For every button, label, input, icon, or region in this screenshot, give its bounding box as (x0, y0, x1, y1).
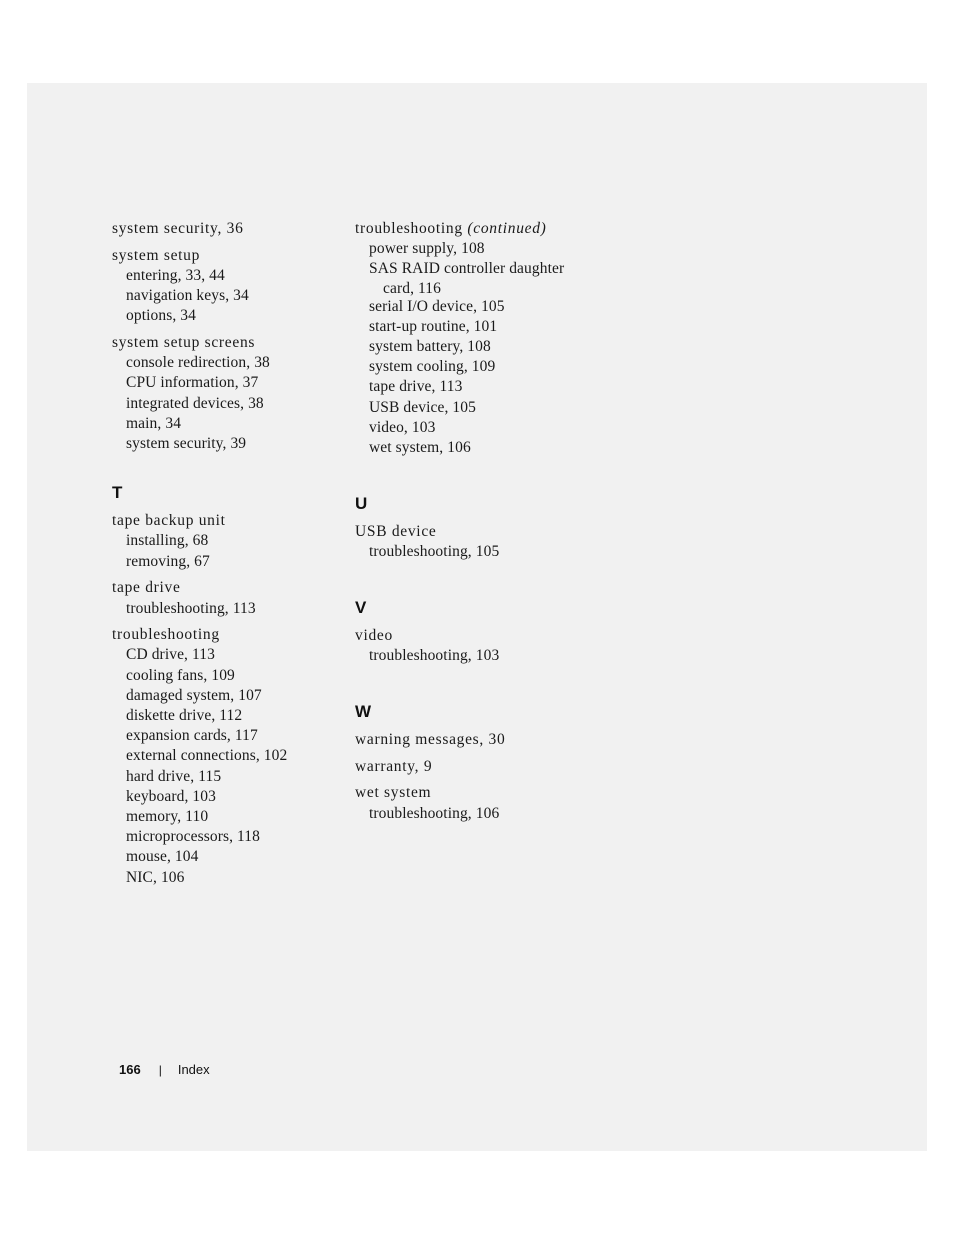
index-entry (355, 626, 585, 666)
index-entry (112, 625, 327, 888)
index-subterm: CD drive, 113 (126, 646, 215, 664)
index-subterm: removing, 67 (126, 552, 210, 570)
index-subterm: troubleshooting, 105 (369, 543, 500, 561)
index-subterm: serial I/O device, 105 (369, 297, 505, 315)
index-column-left (112, 219, 327, 894)
index-subterm: USB device, 105 (369, 398, 476, 416)
section-name: Index (177, 1062, 210, 1077)
page-footer (119, 1062, 210, 1077)
index-subterm: expansion cards, 117 (126, 727, 258, 745)
index-subterm: tape drive, 113 (369, 378, 463, 396)
index-subterm: keyboard, 103 (126, 787, 216, 805)
index-term: troubleshooting (355, 220, 463, 237)
index-subterm: system cooling, 109 (369, 358, 496, 376)
index-subterm: troubleshooting, 106 (369, 804, 500, 822)
section-letter-u: U (355, 494, 368, 514)
index-subterm: mouse, 104 (126, 848, 199, 866)
index-subterm: external connections, 102 (126, 747, 288, 765)
index-subterm: cooling fans, 109 (126, 666, 235, 684)
index-entry (355, 522, 585, 562)
index-entry (355, 783, 585, 823)
index-subterm: wet system, 106 (369, 439, 471, 457)
index-subterm: troubleshooting, 113 (126, 599, 256, 617)
index-subterm: start-up routine, 101 (369, 317, 498, 335)
index-column-right (355, 219, 585, 830)
index-subterm: integrated devices, 38 (126, 394, 264, 412)
index-subterm: system security, 39 (126, 435, 247, 453)
index-entry (112, 219, 327, 239)
index-subterm: diskette drive, 112 (126, 707, 243, 725)
index-subterm: troubleshooting, 103 (369, 646, 500, 664)
index-subterm: damaged system, 107 (126, 686, 262, 704)
index-entry (112, 578, 327, 618)
index-entry (355, 730, 585, 750)
index-entry (355, 219, 585, 458)
index-term-continued (355, 219, 585, 239)
index-subterm: SAS RAID controller daughter (369, 260, 565, 278)
index-subterm: system battery, 108 (369, 338, 491, 356)
index-subterm: installing, 68 (126, 532, 209, 550)
index-term: video (355, 626, 393, 644)
index-subterm-continuation: card, 116 (383, 279, 441, 297)
footer-separator: | (158, 1063, 162, 1077)
index-subterm: hard drive, 115 (126, 767, 222, 785)
index-entry (355, 757, 585, 777)
index-entry (112, 333, 327, 454)
index-subterm: main, 34 (126, 414, 182, 432)
index-term: warranty, 9 (355, 757, 433, 775)
index-subterm: NIC, 106 (126, 868, 185, 886)
section-letter-v: V (355, 597, 367, 617)
index-term: system security, 36 (112, 220, 244, 237)
index-term: USB device (355, 523, 437, 541)
index-term: tape drive (112, 579, 181, 597)
index-subterm: CPU information, 37 (126, 374, 259, 392)
index-term: warning messages, 30 (355, 731, 506, 749)
index-subterm: microprocessors, 118 (126, 828, 261, 846)
section-letter-w: W (355, 702, 372, 722)
index-term: wet system (355, 784, 432, 802)
index-subterm: power supply, 108 (369, 240, 485, 258)
index-term: system setup (112, 246, 201, 264)
continued-label: (continued) (467, 220, 547, 237)
index-term: system setup screens (112, 334, 256, 352)
index-entry (112, 246, 327, 327)
index-term: troubleshooting (112, 626, 220, 644)
index-subterm: options, 34 (126, 307, 196, 325)
index-subterm: console redirection, 38 (126, 354, 270, 372)
index-subterm: navigation keys, 34 (126, 287, 249, 305)
index-subterm: memory, 110 (126, 808, 209, 826)
index-subterm: entering, 33, 44 (126, 266, 225, 284)
page-number: 166 (119, 1062, 141, 1077)
section-letter-t: T (112, 483, 123, 503)
index-entry (112, 511, 327, 572)
index-term: tape backup unit (112, 512, 226, 530)
index-subterm: video, 103 (369, 418, 436, 436)
